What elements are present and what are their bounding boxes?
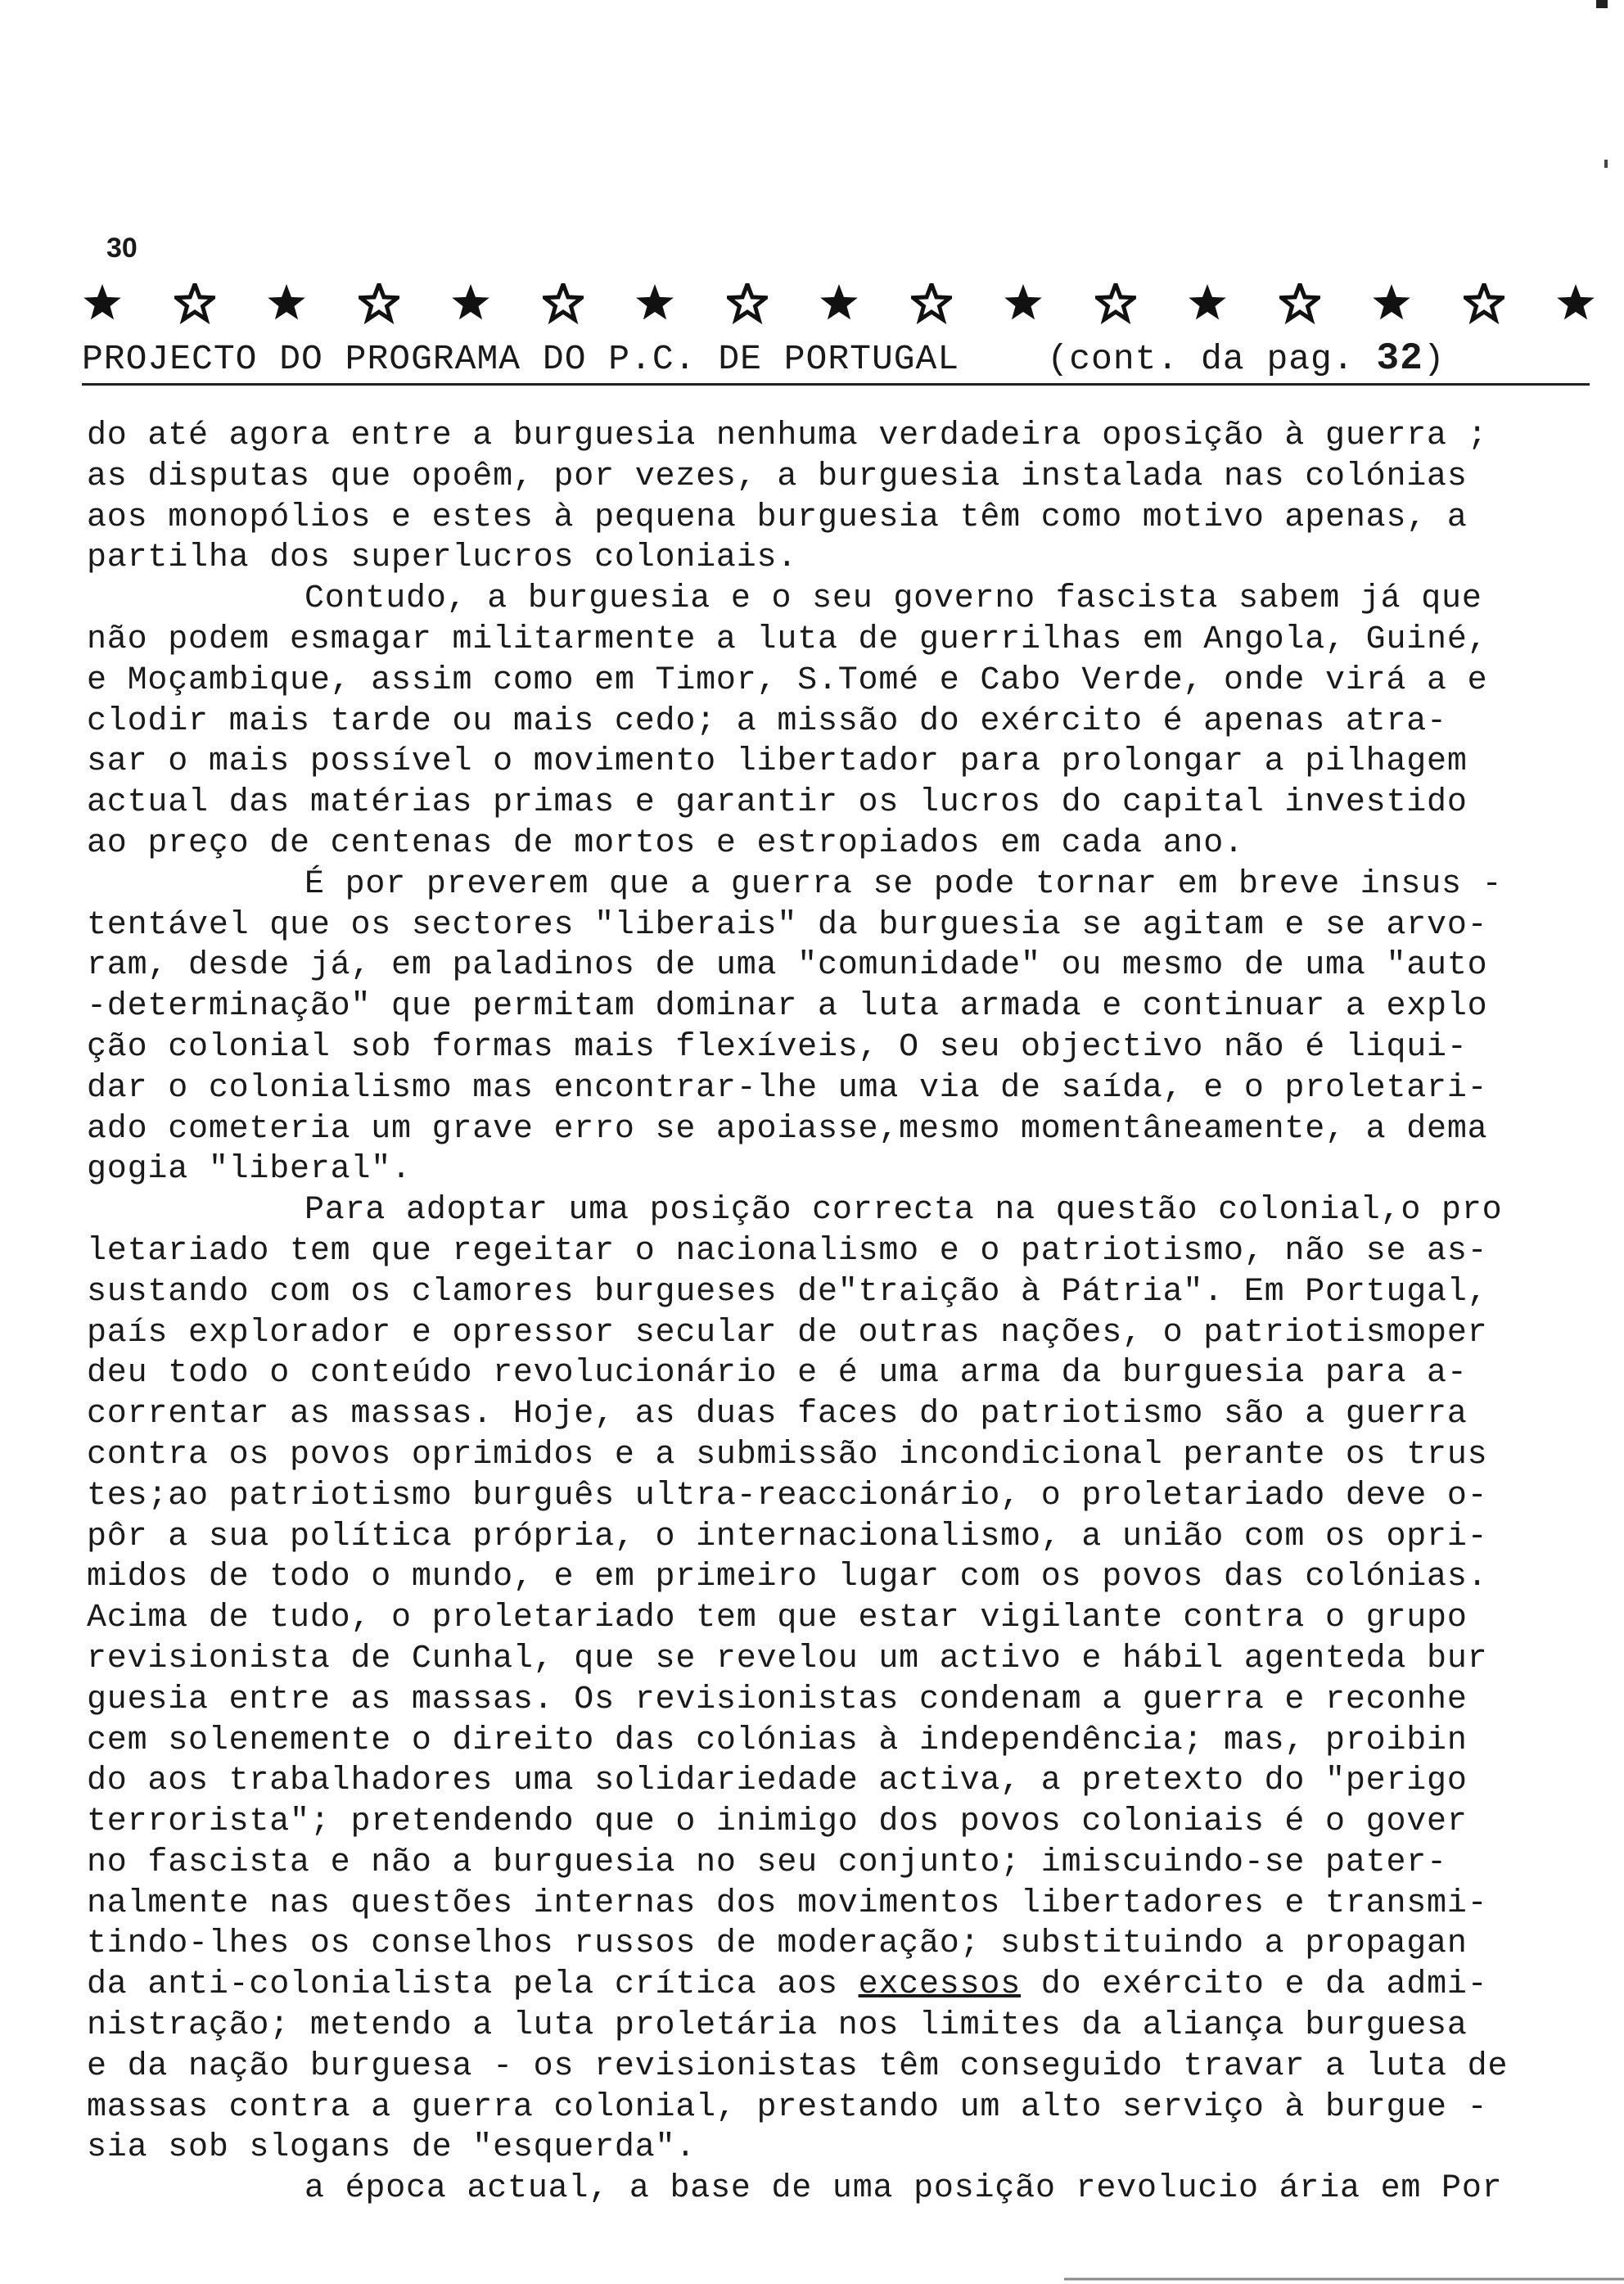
paragraph-start-line: Para adoptar uma posição correcta na questão colonial,o pro [304, 1192, 1503, 1230]
text-line: gogia "liberal". [87, 1151, 412, 1189]
text-line: dar o colonialismo mas encontrar-lhe uma via de saída, e o proletari- [87, 1069, 1488, 1107]
text-line: tentável que os sectores "liberais" da burguesia se agitam e se arvo- [87, 906, 1488, 944]
solid-star-icon [1003, 283, 1044, 324]
text-line-with-underline [87, 1965, 1593, 2006]
solid-star-icon [819, 283, 859, 324]
text-line: massas contra a guerra colonial, prestando um alto serviço à burgue - [87, 2088, 1488, 2126]
outline-star-icon [1095, 283, 1136, 324]
text-line: sustando com os clamores burgueses de"traição à Pátria". Em Portugal, [87, 1273, 1488, 1311]
header-title: PROJECTO DO PROGRAMA DO P.C. DE PORTUGAL [82, 339, 960, 379]
text-line: contra os povos oprimidos e a submissão incondicional perante os trus [87, 1436, 1488, 1474]
text-line: e Moçambique, assim como em Timor, S.Tomé e Cabo Verde, onde virá a e [87, 661, 1488, 699]
body-text [87, 416, 1593, 2210]
text-line: no fascista e não a burguesia no seu conjunto; imiscuindo-se pater- [87, 1844, 1447, 1881]
text-line: midos de todo o mundo, e em primeiro lugar com os povos das colónias. [87, 1559, 1488, 1596]
header-gap [981, 339, 1026, 379]
text-line: país explorador e opressor secular de outras nações, o patriotismoper [87, 1314, 1488, 1352]
solid-star-icon [1371, 283, 1412, 324]
outline-star-icon [543, 283, 584, 324]
outline-star-icon [174, 283, 215, 324]
text-line: correntar as massas. Hoje, as duas faces do patriotismo são a guerra [87, 1396, 1468, 1433]
solid-star-icon [1187, 283, 1228, 324]
text-segment: do exército e da admi- [1021, 1966, 1488, 2004]
paragraph-start-line: a época actual, a base de uma posição revolucio ária em Por [304, 2170, 1503, 2208]
text-line: ram, desde já, em paladinos de uma "comunidade" ou mesmo de uma "auto [87, 947, 1488, 985]
header-continuation-suffix: ) [1423, 339, 1446, 379]
text-line: aos monopólios e estes à pequena burguesia têm como motivo apenas, a [87, 499, 1468, 536]
outline-star-icon [359, 283, 399, 324]
text-line: clodir mais tarde ou mais cedo; a missão do exército é apenas atra- [87, 702, 1447, 740]
scan-speck [1604, 160, 1608, 168]
text-line: nalmente nas questões internas dos movimentos libertadores e transmi- [87, 1885, 1488, 1922]
text-line: do aos trabalhadores uma solidariedade activa, a pretexto do "perigo [87, 1763, 1468, 1800]
solid-star-icon [1555, 283, 1596, 324]
text-line: Acima de tudo, o proletariado tem que estar vigilante contra o grupo [87, 1600, 1468, 1637]
text-line: letariado tem que regeitar o nacionalismo e o patriotismo, não se as- [87, 1232, 1488, 1270]
text-line: cem solenemente o direito das colónias à independência; mas, proibin [87, 1722, 1468, 1759]
text-line: revisionista de Cunhal, que se revelou um activo e hábil agenteda bur [87, 1640, 1488, 1677]
text-line: guesia entre as massas. Os revisionistas condenam a guerra e reconhe [87, 1681, 1468, 1718]
text-line: -determinação" que permitam dominar a luta armada e continuar a explo [87, 988, 1488, 1026]
outline-star-icon [1464, 283, 1504, 324]
text-line: pôr a sua política própria, o internacionalismo, a união com os opri- [87, 1518, 1488, 1555]
solid-star-icon [634, 283, 675, 324]
outline-star-icon [1279, 283, 1320, 324]
text-line: as disputas que opoêm, por vezes, a burguesia instalada nas colónias [87, 458, 1468, 495]
solid-star-icon [450, 283, 491, 324]
text-line: ao preço de centenas de mortos e estropiados em cada ano. [87, 824, 1244, 862]
text-line: não podem esmagar militarmente a luta de guerrilhas em Angola, Guiné, [87, 621, 1488, 658]
text-line: tindo-lhes os conselhos russos de moderação; substituindo a propagan [87, 1925, 1468, 1963]
header-continuation-prefix: (cont. da pag. [1047, 339, 1355, 379]
text-line: do até agora entre a burguesia nenhuma verdadeira oposição à guerra ; [87, 418, 1488, 454]
text-line: deu todo o conteúdo revolucionário e é uma arma da burguesia para a- [87, 1355, 1468, 1393]
text-line: partilha dos superlucros coloniais. [87, 539, 798, 577]
solid-star-icon [82, 283, 123, 324]
header-continuation-page: 32 [1376, 337, 1423, 380]
text-line: tes;ao patriotismo burguês ultra-reaccionário, o proletariado deve o- [87, 1477, 1488, 1514]
solid-star-icon [266, 283, 307, 324]
paragraph-start-line: Contudo, a burguesia e o seu governo fascista sabem já que [304, 580, 1482, 618]
page-number: 30 [106, 232, 138, 264]
text-line: e da nação burguesa - os revisionistas têm conseguido travar a luta de [87, 2047, 1509, 2085]
text-line: nistração; metendo a luta proletária nos limites da aliança burguesa [87, 2007, 1468, 2045]
text-line: sia sob slogans de "esquerda". [87, 2129, 697, 2167]
star-ornament-row [82, 275, 1596, 332]
text-line: sar o mais possível o movimento libertador para prolongar a pilhagem [87, 743, 1468, 781]
outline-star-icon [727, 283, 768, 324]
underlined-word: excessos [858, 1966, 1021, 2004]
text-line: ção colonial sob formas mais flexíveis, O seu objectivo não é liqui- [87, 1028, 1468, 1066]
outline-star-icon [911, 283, 952, 324]
text-line: ado cometeria um grave erro se apoiasse,mesmo momentâneamente, a dema [87, 1110, 1488, 1148]
scan-speck [1596, 0, 1608, 8]
text-line: terrorista"; pretendendo que o inimigo dos povos coloniais é o gover [87, 1803, 1468, 1841]
running-header [82, 334, 1590, 386]
text-segment: da anti-colonialista pela crítica aos [87, 1966, 859, 2004]
paragraph-start-line: É por preverem que a guerra se pode tornar em breve insus - [304, 865, 1503, 903]
text-line: actual das matérias primas e garantir os lucros do capital investido [87, 784, 1468, 822]
